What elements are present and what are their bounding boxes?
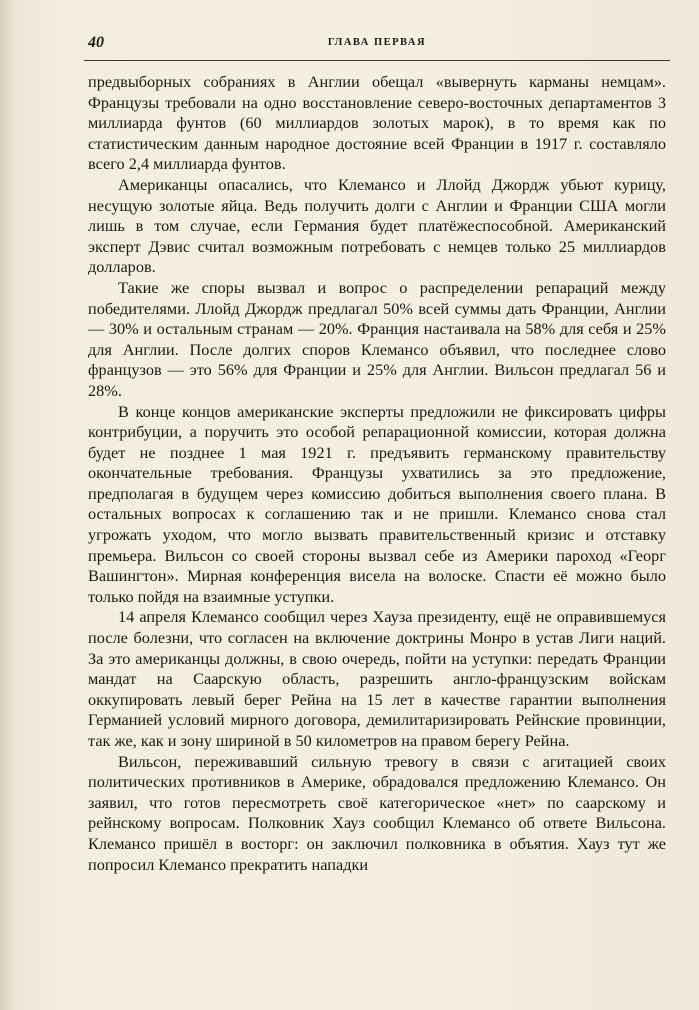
paragraph-continued: предвыборных собраниях в Англии обещал «вывернуть карманы немцам». Французы требовали на одно восстановление северо-восточных департаментов 3 миллиарда фунтов (60 миллиардов золотых марок), в то время как по статистическим данным народное достояние всей Франции в 1917 г. составляло всего 2,4 миллиарда фунтов. <box>88 72 666 174</box>
page-number: 40 <box>88 34 104 51</box>
paragraph: Американцы опасались, что Клемансо и Ллойд Джордж убьют курицу, несущую золотые яйца. Ведь получить долги с Англии и Франции США могли лишь в том случае, если Германия будет платёжеспособной. Американский эксперт Дэвис считал возможным потребовать с немцев только 25 миллиардов долларов. <box>88 174 666 277</box>
page-binding-edge <box>0 0 14 1010</box>
paragraph: 14 апреля Клемансо сообщил через Хауза президенту, ещё не оправившемуся после болезни, что согласен на включение доктрины Монро в устав Лиги наций. За это американцы должны, в свою очередь, пойти на уступки: передать Франции мандат на Саарскую область, разрешить англо-французским войскам оккупировать левый берег Рейна на 15 лет в качестве гарантии выполнения Германией условий мирного договора, демилитаризировать Рейнские провинции, так же, как и зону шириной в 50 километров на правом берегу Рейна. <box>88 607 666 750</box>
paragraph: В конце концов американские эксперты предложили не фиксировать цифры контрибуции, а поручить это особой репарационной комиссии, которая должна будет не позднее 1 мая 1921 г. предъявить германскому правительству окончательные требования. Французы ухватились за это предложение, предполагая в будущем через комиссию добиться выполнения своего плана. В остальных вопросах к соглашению так и не пришли. Клемансо снова стал угрожать уходом, что могло вызвать правительственный кризис и отставку премьера. Вильсон со своей стороны вызвал себе из Америки пароход «Георг Вашингтон». Мирная конференция висела на волоске. Спасти её можно было только пойдя на взаимные уступки. <box>88 401 666 606</box>
body-text <box>88 72 666 875</box>
header-divider <box>84 60 670 61</box>
chapter-title: ГЛАВА ПЕРВАЯ <box>327 37 427 48</box>
paragraph: Вильсон, переживавший сильную тревогу в связи с агитацией своих политических противников в Америке, обрадовался предложению Клемансо. Он заявил, что готов пересмотреть своё категорическое «нет» по саарскому и рейнскому вопросам. Полковник Хауз сообщил Клемансо об ответе Вильсона. Клемансо пришёл в восторг: он заключил полковника в объятия. Хауз тут же попросил Клемансо прекратить нападки <box>88 751 666 874</box>
paragraph: Такие же споры вызвал и вопрос о распределении репараций между победителями. Ллойд Джордж предлагал 50% всей суммы дать Франции, Англии — 30% и остальным странам — 20%. Франция настаивала на 58% для себя и 25% для Англии. После долгих споров Клемансо объявил, что последнее слово французов — это 56% для Франции и 25% для Англии. Вильсон предлагал 56 и 28%. <box>88 277 666 400</box>
running-header <box>88 34 666 56</box>
